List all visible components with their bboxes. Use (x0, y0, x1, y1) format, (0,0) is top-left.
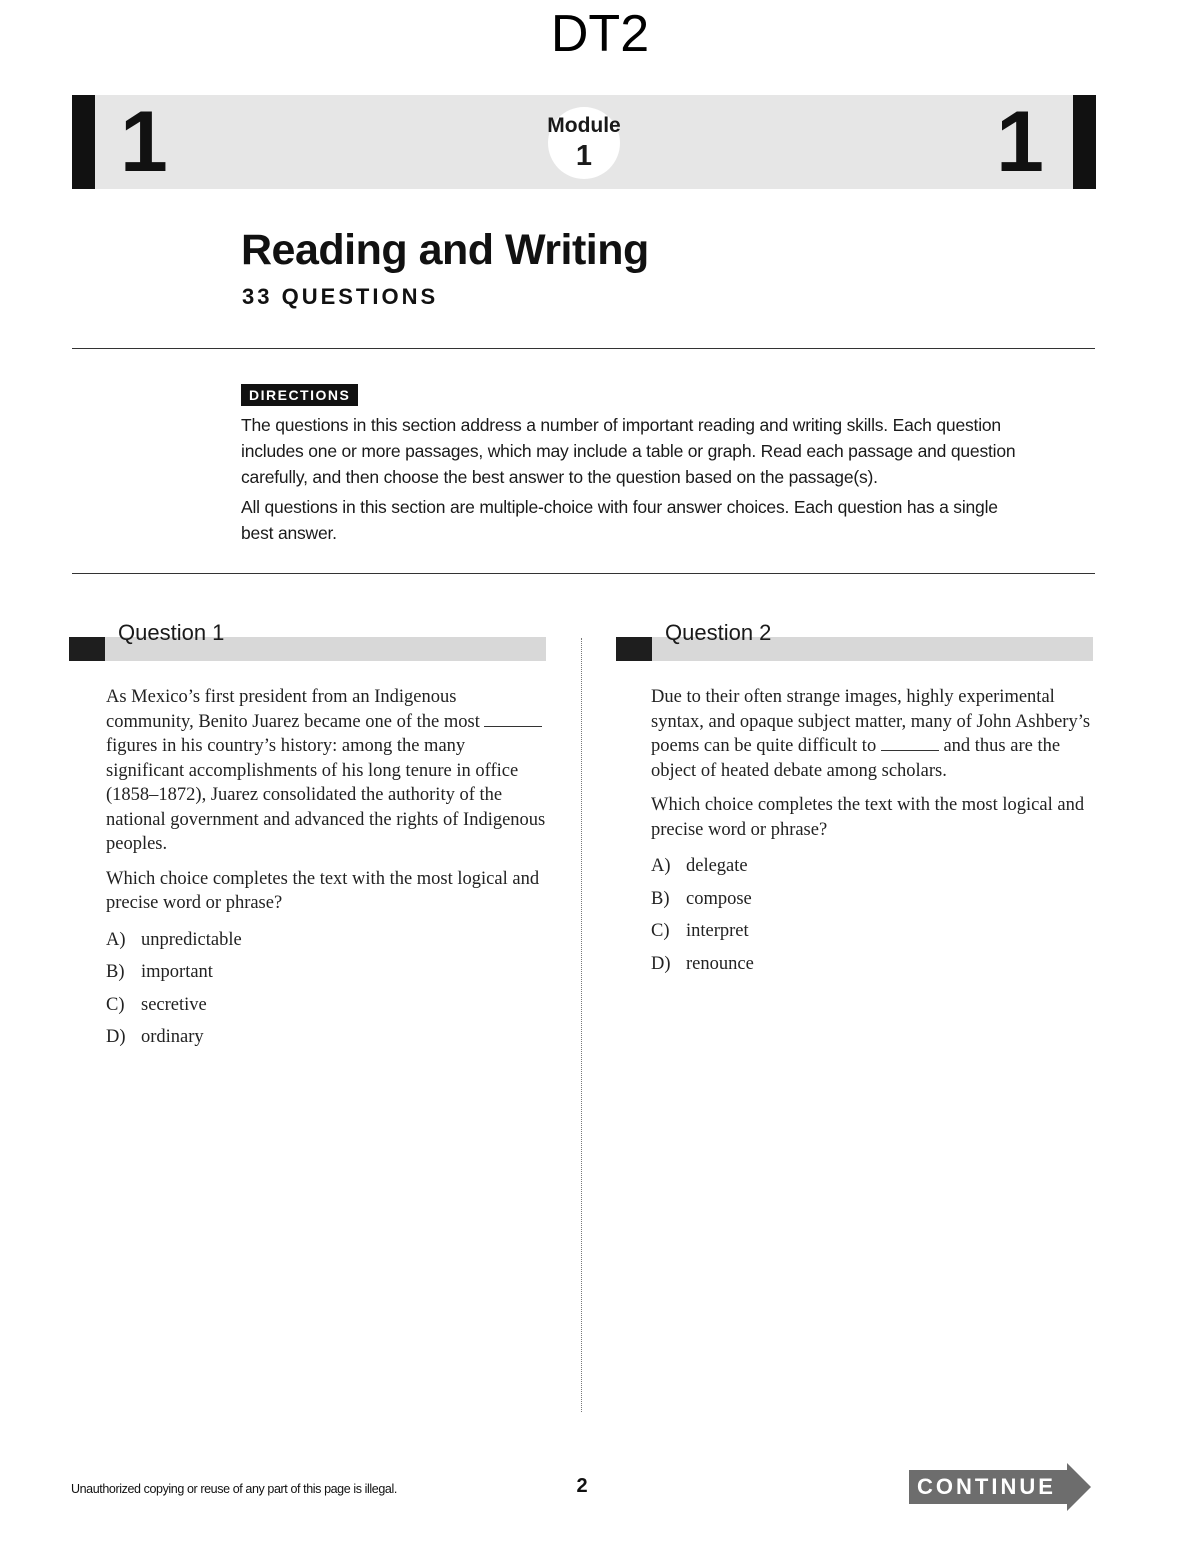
answer-choice-c[interactable] (106, 993, 546, 1026)
section-title: Reading and Writing (241, 226, 649, 274)
choice-letter: D) (651, 953, 671, 974)
module-label: Module (547, 114, 621, 137)
question-2 (651, 685, 1091, 984)
choice-text: secretive (141, 994, 207, 1015)
choice-letter: A) (651, 856, 671, 876)
directions-badge: DIRECTIONS (241, 384, 358, 406)
section-number-right: 1 (996, 94, 1044, 190)
choice-letter: C) (106, 994, 125, 1015)
passage-text: As Mexico’s first president from an Indigenous community, Benito Juarez became one of the most (106, 687, 480, 732)
choice-text: important (141, 962, 213, 982)
passage (106, 685, 546, 857)
directions-paragraph: All questions in this section are multiple-choice with four answer choices. Each question has a single best answer. (241, 497, 998, 543)
divider-top (72, 348, 1095, 349)
question-stem: Which choice completes the text with the most logical and precise word or phrase? (651, 795, 1085, 840)
passage-text: figures in his country’s history: among the many significant accomplishments of his long tenure in office (1858–1872), Juarez consolidated the authority of the national government and advanced the rights of Indigenous peoples. (106, 736, 546, 854)
copyright-notice: Unauthorized copying or reuse of any part of this page is illegal. (71, 1482, 397, 1496)
page-number: 2 (576, 1475, 588, 1497)
question-header-marker (616, 637, 652, 661)
banner-bar-right (1073, 95, 1096, 189)
choice-text: unpredictable (141, 929, 242, 950)
answer-choices (106, 928, 546, 1058)
module-number: 1 (575, 140, 593, 172)
choice-text: ordinary (141, 1027, 204, 1047)
passage-text: and thus are the object of heated debate among scholars. (651, 736, 1061, 781)
answer-blank (881, 736, 939, 751)
answer-choice-c[interactable] (651, 919, 1091, 952)
answer-choice-d[interactable] (106, 1025, 546, 1058)
choice-letter: B) (106, 962, 125, 982)
continue-button-label[interactable]: CONTINUE (917, 1474, 1056, 1499)
answer-choice-a[interactable] (106, 928, 546, 961)
question-1 (106, 685, 546, 1058)
question-title: Question 1 (118, 620, 225, 645)
answer-choice-b[interactable] (106, 960, 546, 993)
divider-bottom (72, 573, 1095, 574)
choice-letter: A) (106, 929, 126, 950)
section-number-left: 1 (120, 94, 168, 190)
passage-text: Due to their often strange images, highly experimental syntax, and opaque subject matter, many of John Ashbery’s poems can be quite difficult to (651, 687, 1091, 756)
question-header-marker (69, 637, 105, 661)
choice-letter: D) (106, 1027, 126, 1047)
banner-bar-left (72, 95, 95, 189)
answer-choice-b[interactable] (651, 887, 1091, 920)
choice-letter: C) (651, 921, 670, 941)
module-banner (72, 95, 1096, 189)
passage (651, 685, 1091, 783)
choice-letter: B) (651, 888, 670, 909)
choice-text: interpret (686, 921, 749, 941)
column-divider (581, 638, 582, 1412)
section-question-count: 33 QUESTIONS (242, 284, 439, 309)
question-title: Question 2 (665, 620, 772, 645)
directions-paragraph: The questions in this section address a number of important reading and writing skills. Each question includes one or more passages, which may include a table or graph. Read each passage and question carefully, and then choose the best answer to the question based on the passage(s). (241, 415, 1016, 487)
document-label: DT2 (550, 5, 650, 63)
choice-text: renounce (686, 953, 754, 974)
choice-text: compose (686, 888, 752, 909)
answer-choices (651, 854, 1091, 984)
answer-choice-d[interactable] (651, 952, 1091, 985)
choice-text: delegate (686, 856, 748, 876)
answer-choice-a[interactable] (651, 854, 1091, 887)
answer-blank (484, 712, 542, 727)
question-stem: Which choice completes the text with the most logical and precise word or phrase? (106, 868, 540, 913)
